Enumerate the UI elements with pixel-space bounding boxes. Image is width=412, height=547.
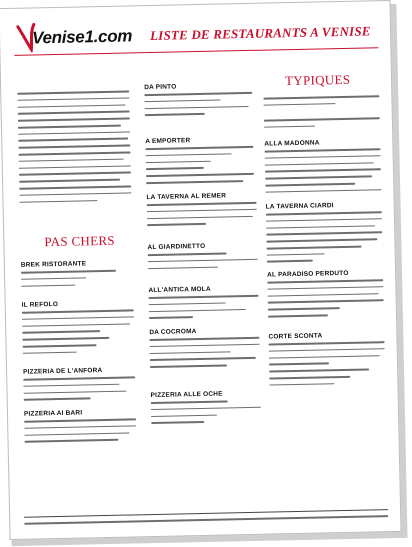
entry-details: [21, 269, 129, 292]
entry-name: PIZZERIA ALLE OCHE: [150, 390, 223, 400]
entry-details: [266, 211, 383, 268]
entry-name: AL PARADISO PERDUTO: [267, 269, 349, 279]
entry-details: [22, 309, 135, 359]
page-footer: [24, 515, 388, 529]
entry-name: CORTE SCONTA: [268, 332, 323, 341]
entry-name: IL REFOLO: [21, 300, 59, 309]
entry-name: PIZZERIA DE L'ANFORA: [23, 367, 103, 376]
site-name: Venise1.com: [31, 26, 133, 48]
entry-details: [267, 279, 384, 322]
entry-details: [23, 376, 136, 405]
entry-name: DA PINTO: [144, 83, 177, 92]
entry-details: [149, 295, 260, 324]
section-title-typiques: TYPIQUES: [284, 71, 351, 89]
intro-paragraph: [17, 90, 131, 208]
entry-details: [149, 337, 260, 373]
entry-name: LA TAVERNA CIARDI: [265, 202, 334, 211]
entry-name: DA COCROMA: [149, 328, 197, 337]
section-title-pas-chers: PAS CHERS: [44, 232, 116, 250]
entry-name: LA TAVERNA AL REMER: [146, 192, 227, 202]
entry-name: ALL'ANTICA MOLA: [148, 285, 211, 295]
intro-paragraph: [263, 95, 379, 111]
entry-details: [144, 92, 253, 121]
entry-name: AL GIARDINETTO: [147, 242, 206, 252]
site-logo: [14, 20, 133, 56]
entry-details: [148, 252, 258, 275]
entry-details: [265, 148, 382, 198]
entry-name: PIZZERIA AI BARI: [23, 409, 83, 418]
intro-paragraph: [264, 117, 380, 133]
entry-details: [269, 341, 386, 391]
entry-details: [151, 400, 262, 429]
entry-name: A EMPORTER: [145, 137, 191, 146]
page-title: LISTE DE RESTAURANTS A VENISE: [149, 23, 371, 43]
entry-name: ALLA MADONNA: [264, 139, 320, 148]
entry-details: [24, 418, 137, 447]
entry-name: BREK RISTORANTE: [20, 260, 87, 269]
entry-details: [147, 202, 258, 231]
entry-details: [145, 146, 254, 189]
